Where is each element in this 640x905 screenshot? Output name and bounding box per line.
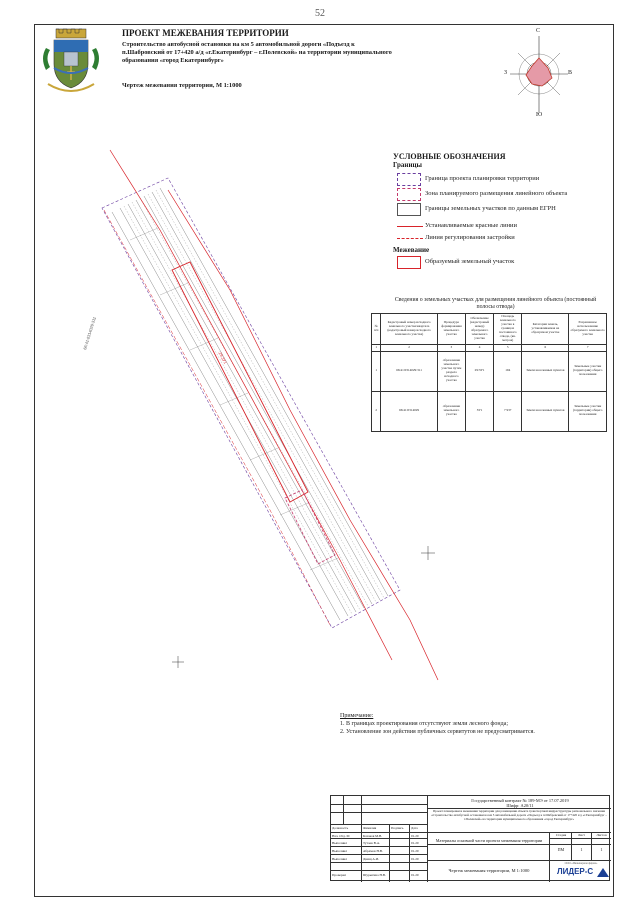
formed-parcel-outline [172,262,308,502]
table-cell: ЗУ1 [465,391,493,431]
legend-item-new-parcel: Образуемый земельный участок [425,258,515,265]
legend-group-borders: Границы [393,161,422,169]
table-cell: 2 [381,344,437,351]
stage-value: 1 [600,847,603,852]
table-header-cell: Процедура формирования земельного участка [437,314,465,345]
table-cell: 3 [437,344,465,351]
note-item: 2. Установление зон действия публичных сервитутов не предусматривается. [340,729,535,736]
table-cell: 7 937 [494,391,522,431]
table-title: Сведения о земельных участках для размещения линейного объекта (постоянный полосы отвода) [394,297,597,311]
survey-map-drawing [40,120,480,690]
table-cell: Земельные участки (территории) общего пользования [569,391,607,431]
company-logo: ЛИДЕР-С [557,867,594,876]
compass-south: Ю [536,112,543,118]
road-corridor [112,188,388,620]
staff-name: Шурыгина Н.В. [363,873,386,877]
stamp-materials: Материалы основной части проекта межевания территории [435,838,543,843]
city-emblem-icon [40,28,102,94]
scale-caption: Чертеж межевания территории, М 1:1000 [122,82,242,89]
legend-heading: УСЛОВНЫЕ ОБОЗНАЧЕНИЯ [393,152,506,161]
table-cell: 7 [569,344,607,351]
page-number: 52 [315,8,325,19]
staff-date: 01.20 [411,841,419,845]
table-header-cell: Категория земель, устанавливаемая на образуемом участке [522,314,569,345]
stamp-col-header: Должность [332,826,349,830]
stamp-drawing-name: Чертеж межевания территории, М 1:1000 [448,868,530,873]
staff-name: Днищ А.И. [363,857,379,861]
stage-header: Стадия [555,833,567,837]
stamp-project-desc: Проект планировки и межевания территории для размещения объекта транспортной инфраструктуры регионального значения «Строительство автобусной остановки на км 5 автомобильной дороги «Подъезд к п.Шабровский от 17+420 а/д «г.Екатеринбург – г.Полевской» на территории муниципального образования «город Екатеринбург» [431,810,607,821]
table-cell: 5 [494,344,522,351]
plan-border-line [102,178,400,628]
legend-item-parcels: Границы земельных участков по данным ЕГРН [425,205,556,212]
table-cell: 2 [372,391,381,431]
table-cell: 1 [372,351,381,391]
red-line-far-east [168,190,438,680]
staff-role: Выполнил [332,849,348,853]
stamp-col-header: Дата [411,826,418,830]
stage-value: ПМ [557,847,565,852]
table-cell: образование земельного участка [437,391,465,431]
staff-date: 01.20 [411,873,419,877]
table-cell: 4 [465,344,493,351]
table-cell: 66:41:0314029 [381,391,437,431]
stage-header: Листов [596,833,607,837]
table-header-cell: Обозначение (кадастровый номер) образуемого земельного участка [465,314,493,345]
table-cell: образование земельного участка путем раздела исходного участка [437,351,465,391]
table-cell: Земли населенных пунктов [522,351,569,391]
notes-heading: Примечание: [340,713,374,719]
table-cell: Земельные участки (территории) общего пользования [569,351,607,391]
road-label: 66:41:0314029:311 [82,316,97,351]
compass-west: З [504,70,508,76]
legend-item-zone: Зона планируемого размещения линейного объекта [425,190,568,197]
table-cell: Земли населенных пунктов [522,391,569,431]
stamp-cipher: Шифр: А20/11 [506,803,534,808]
stage-value: 1 [580,847,583,852]
stamp-col-header: Подпись [391,826,404,830]
staff-date: 01.20 [411,834,419,838]
staff-name: Тутаев В.А. [363,841,380,845]
staff-role: Нач. Отд. М [332,834,350,838]
notes-block [340,712,610,736]
table-cell: 1 [372,344,381,351]
note-item: 1. В границах проектирования отсутствуют земли лесного фонда; [340,721,508,728]
staff-date: 01.20 [411,849,419,853]
company-tagline: ООО «Инженерная фирма» [564,862,598,865]
red-line-east [110,150,392,660]
company-logo-icon [597,868,609,877]
document-title: ПРОЕКТ МЕЖЕВАНИЯ ТЕРРИТОРИИ [122,28,289,38]
legend-group-survey: Межевание [393,246,430,254]
compass-rose-icon [504,28,574,120]
table-cell: 194 [494,351,522,391]
staff-date: 01.20 [411,857,419,861]
document-subtitle: Строительство автобусной остановки на км 5 автомобильной дороги «Подъезд к п.Шабровский от 17+420 а/д «г.Екатеринбург – г.Полевской» на территории муниципального образования «город Екатеринбург» [122,41,392,64]
table-cell: 29:ЗУ1 [465,351,493,391]
stamp-contract: Государственный контракт № 189-МЭ от 17.07.2019 [471,798,569,803]
legend-item-plan-border: Граница проекта планировки территории [425,175,540,182]
parcel-label: :29:ЗУ1 [217,350,229,365]
grid-cross-marks [172,546,435,668]
table-header-cell: Площадь земельного участка в границах постоянного отвода, (кв. метров) [494,314,522,345]
legend-item-build-line: Линия регулирования застройки [425,234,515,241]
stamp-col-header: Фамилия [363,826,377,830]
staff-name: Казаков М.В. [363,834,383,838]
compass-east: В [568,70,573,76]
table-header-cell: Кадастровый номер исходного земельного участка/квартала (кадастровый номер исходного земельного участка) [381,314,437,345]
table-cell: 66:41:0314029:311 [381,351,437,391]
legend-item-red-line: Устанавливаемые красные линии [425,222,518,229]
stage-header: Лист [577,833,586,837]
staff-role: Выполнил [332,857,348,861]
table-header-cell: Разрешенное использование образуемого земельного участка [569,314,607,345]
table-cell: 6 [522,344,569,351]
compass-north: С [536,28,541,34]
compass-rose [504,28,574,120]
table-header-cell: № п/п [372,314,381,345]
staff-role: Проверил [332,873,347,877]
title-block [330,795,610,881]
staff-name: Абрамов Н.В. [363,849,383,853]
survey-ticks [130,228,338,570]
staff-role: Выполнил [332,841,348,845]
